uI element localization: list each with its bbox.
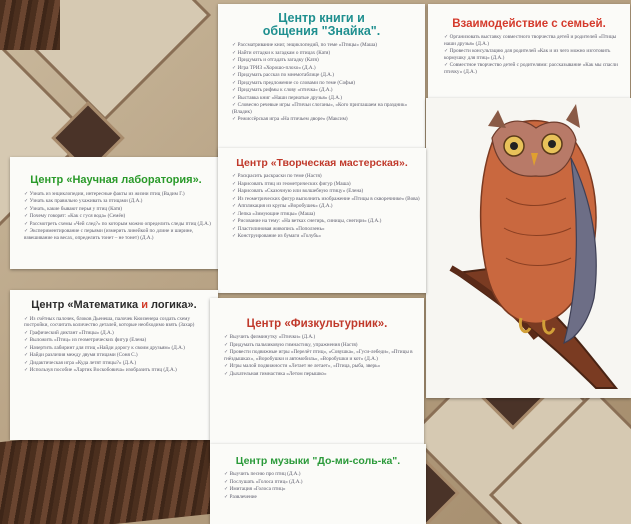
panel-lab	[10, 157, 222, 269]
list-item: ✓ Из геометрических фигур выполнить изображение «Птицы в скворечнике» (Вова)	[232, 196, 420, 203]
wood-board	[0, 0, 60, 50]
owl-drawing-panel	[426, 98, 631, 398]
panel-book-title-line2: общения "Знайка".	[262, 24, 381, 39]
list-item: ✓ Организовать выставку совместного творчества детей и родителей «Птицы наши друзья» (Д.А.)	[444, 34, 622, 47]
panel-art-title: Центр «Творческая мастерская».	[236, 157, 408, 169]
owl-pupil-right	[548, 140, 556, 148]
list-item: ✓ Графический диктант «Птицы» (Д.А.)	[24, 330, 212, 337]
list-item: ✓ Аппликация из крупы «Воробушек» (Д.А.)	[232, 203, 420, 210]
list-item: ✓ Лепка «Зимующие птицы» (Маша)	[232, 211, 420, 218]
list-item: ✓ Имитация «Голоса птиц»	[224, 486, 420, 493]
panel-book-list	[224, 42, 419, 123]
panel-math-title-part2: логика».	[147, 299, 197, 311]
list-item: ✓ Выставка книг «Наши пернатые друзья» (Д.А.)	[232, 95, 419, 102]
list-item: ✓ Придумать пальчиковую гимнастику, упражнения (Настя)	[224, 342, 418, 349]
panel-art	[218, 148, 426, 293]
list-item: ✓ Пластилиновая живопись «Поползень»	[232, 226, 420, 233]
panel-sport-title-prefix: Центр	[246, 318, 285, 330]
list-item: ✓ Развлечение	[224, 494, 420, 501]
list-item: ✓ Рассматривание книг, энциклопедий, по теме «Птицы» (Маша)	[232, 42, 419, 49]
list-item: ✓ Рисование на тему: «На ветках снегирь, синицы, снегири» (Д.А.)	[232, 218, 420, 225]
list-item: ✓ Придумать предложение со словами по теме (Софья)	[232, 80, 419, 87]
list-item: ✓ Найди различия между двумя птицами (Соня С.)	[24, 352, 212, 359]
panel-family	[428, 4, 630, 98]
list-item: ✓ Придумать и отгадать загадку (Катя)	[232, 57, 419, 64]
panel-book-center	[218, 4, 425, 172]
list-item: ✓ Раскрасить раскраски по теме (Настя)	[232, 173, 420, 180]
owl-pupil-left	[510, 142, 518, 150]
panel-math	[10, 290, 218, 440]
list-item: ✓ Почему говорят: «Как с гуся вода» (Семён)	[24, 213, 216, 220]
panel-lab-title-main: «Научная лаборатория».	[66, 174, 202, 186]
list-item: ✓ Послушать «Голоса птиц» (Д.А.)	[224, 479, 420, 486]
list-item: ✓ Рассмотреть схемы «Чей след?» по которым можно определить следы птиц (Д.А.)	[24, 221, 216, 228]
panel-math-list	[16, 316, 212, 374]
panel-family-list	[436, 34, 622, 75]
list-item: ✓ Из счётных палочек, блоков Дьенеша, палочек Кюизенера создать схему постройки, сосчитать количество деталей, которые необходимо взять (Захар)	[24, 316, 212, 329]
list-item: ✓ Используя пособие «Лартик Воскобовича» изобразить птиц (Д.А.)	[24, 367, 212, 374]
list-item: ✓ Режиссёрская игра «На птичьем дворе» (Максим)	[232, 116, 419, 123]
panel-sport	[210, 298, 424, 460]
owl-ear-right	[566, 104, 580, 128]
owl-ear-left	[488, 110, 506, 128]
list-item: ✓ Придумать рассказ по мнемотаблице (Д.А.)	[232, 72, 419, 79]
owl-picture	[426, 98, 631, 398]
panel-sport-list	[216, 334, 418, 377]
list-item: ✓ Начертить лабиринт для птиц «Найди дорогу к своим друзьям» (Д.А.)	[24, 345, 212, 352]
panel-music-title: Центр музыки "До-ми-соль-ка".	[235, 455, 401, 467]
list-item: ✓ Игры малой подвижности «Летает не летает», «Птица, рыба, зверь»	[224, 363, 418, 370]
list-item: ✓ Выложить «Птиц» из геометрических фигур (Елена)	[24, 337, 212, 344]
list-item: ✓ Дыхательная гимнастика «Летом перышко»	[224, 371, 418, 378]
list-item: ✓ Придумать рифмы к слову «птичка» (Д.А.)	[232, 87, 419, 94]
panel-sport-title	[216, 318, 418, 330]
panel-math-title-part1: Центр «Математика	[31, 299, 142, 311]
list-item: ✓ Совместное творчество детей с родителями: рассказывание «Как мы спасли птичку» (Д.А.)	[444, 62, 622, 75]
list-item: ✓ Выучить физминутку «Птички» (Д.А.)	[224, 334, 418, 341]
list-item: ✓ Конструирование из бумаги «Голубь»	[232, 233, 420, 240]
list-item: ✓ Провести подвижные игры «Перелёт птиц», «Совушка», «Гуси-лебеди», «Птицы в гнёздышках», «Воробушки и автомобиль», «Воробушки и кот» (Д.А.)	[224, 349, 418, 362]
panel-book-title	[224, 12, 419, 38]
panel-lab-title	[16, 175, 216, 187]
list-item: ✓ Найти отгадки к загадкам о птицах (Катя)	[232, 50, 419, 57]
list-item: ✓ Словесно речевые игры «Птичьи слоганы», «Кого приглашаем на праздник» (Владик)	[232, 102, 419, 115]
list-item: ✓ Дидактическая игра «Куда летят птицы?» (Д.А.)	[24, 360, 212, 367]
list-item: ✓ Узнать из энциклопедии, интересные факты из жизни птиц (Вадим Г.)	[24, 191, 216, 198]
panel-music	[210, 444, 426, 524]
list-item: ✓ Провести консультацию для родителей «Как и из чего можно изготовить кормушку для птиц» (Д.А.)	[444, 48, 622, 61]
panel-family-title: Взаимодействие с семьей.	[452, 18, 606, 30]
panel-music-list	[216, 471, 420, 500]
panel-art-list	[224, 173, 420, 240]
panel-math-title-and: и	[141, 299, 148, 311]
list-item: ✓ Нарисовать «Сказочную или волшебную птицу» (Елена)	[232, 188, 420, 195]
list-item: ✓ Узнать, какие бывают перья у птиц (Катя)	[24, 206, 216, 213]
list-item: ✓ Нарисовать птиц из геометрических фигур (Маша)	[232, 181, 420, 188]
list-item: ✓ Узнать как правильно ухаживать за птицами (Д.А.)	[24, 198, 216, 205]
panel-sport-title-main: «Физкультурник».	[284, 318, 388, 330]
list-item: ✓ Игра ТРИЗ «Хорошо-плохо» (Д.А.)	[232, 65, 419, 72]
panel-book-title-line1: Центр книги и	[278, 11, 365, 25]
panel-math-title	[16, 300, 212, 312]
panel-lab-list	[16, 191, 216, 242]
list-item: ✓ Экспериментирование с перьями (измерить линейкой по длине и ширине, взвешивание на весах, определить тонет – не тонет) (Д.А.)	[24, 228, 216, 241]
list-item: ✓ Выучить песню про птиц (Д.А.)	[224, 471, 420, 478]
panel-lab-title-prefix: Центр	[30, 174, 67, 186]
